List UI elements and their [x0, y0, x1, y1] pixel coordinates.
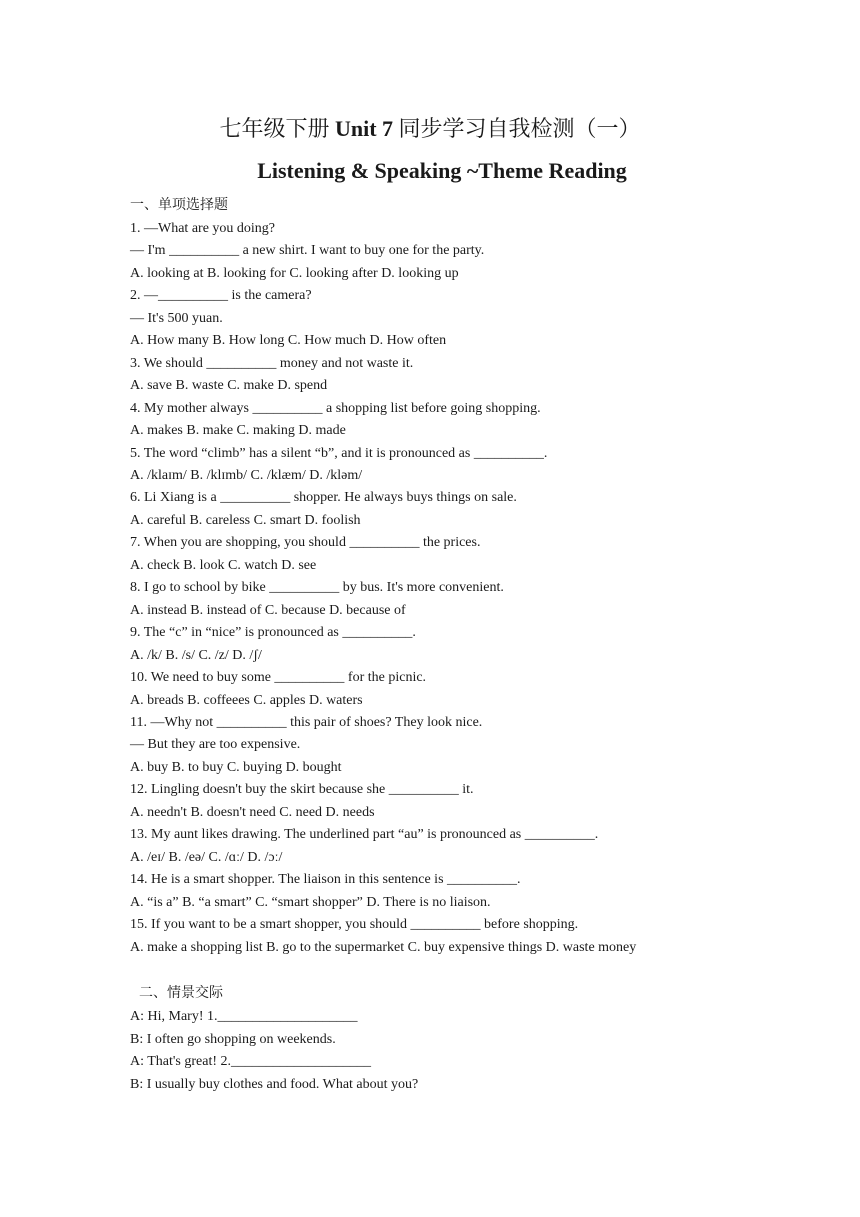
- dialogue: [130, 1006, 840, 1096]
- options-line: A. “is a” B. “a smart” C. “smart shopper” D. There is no liaison.: [130, 894, 491, 910]
- question-line: 9. The “c” in “nice” is pronounced as __________.: [130, 625, 416, 641]
- title-prefix: 七年级下册: [219, 116, 330, 141]
- question-line: 2. —__________ is the camera?: [130, 288, 312, 304]
- options-line: A. make a shopping list B. go to the supermarket C. buy expensive things D. waste money: [130, 939, 637, 955]
- section-heading-choice: 一、单项选择题: [130, 198, 228, 213]
- question-line: 10. We need to buy some __________ for the picnic.: [130, 670, 427, 686]
- options-line: A. makes B. make C. making D. made: [130, 423, 346, 439]
- page-subtitle: Listening & Speaking ~Theme Reading: [257, 158, 627, 183]
- title-unit: Unit 7: [334, 116, 394, 141]
- options-line: A. /klaɪm/ B. /klɪmb/ C. /klæm/ D. /kləm/: [130, 467, 363, 483]
- question-line: 5. The word “climb” has a silent “b”, and it is pronounced as __________.: [130, 445, 548, 461]
- options-line: A. /eɪ/ B. /eə/ C. /ɑː/ D. /ɔː/: [130, 849, 283, 865]
- question-line: 1. —What are you doing?: [130, 221, 276, 236]
- options-line: A. instead B. instead of C. because D. because of: [130, 602, 406, 618]
- question-line: — But they are too expensive.: [130, 737, 301, 753]
- question-line: 4. My mother always __________ a shopping list before going shopping.: [130, 400, 541, 416]
- question-line: — I'm __________ a new shirt. I want to buy one for the party.: [130, 243, 485, 259]
- section-heading-dialogue: 二、情景交际: [139, 986, 223, 1001]
- question-line: 13. My aunt likes drawing. The underlined part “au” is pronounced as __________.: [130, 827, 599, 843]
- options-line: A. careful B. careless C. smart D. foolish: [130, 512, 361, 528]
- question-line: 11. —Why not __________ this pair of shoes? They look nice.: [130, 714, 483, 730]
- question-line: 14. He is a smart shopper. The liaison in this sentence is __________.: [130, 872, 521, 888]
- dialogue-line: B: I often go shopping on weekends.: [130, 1031, 336, 1047]
- options-line: A. needn't B. doesn't need C. need D. needs: [130, 804, 375, 820]
- dialogue-line: A: Hi, Mary! 1.____________________: [130, 1009, 358, 1024]
- question-line: 15. If you want to be a smart shopper, you should __________ before shopping.: [130, 917, 579, 933]
- question-line: 8. I go to school by bike __________ by bus. It's more convenient.: [130, 580, 504, 596]
- options-line: A. breads B. coffeees C. apples D. waters: [130, 692, 363, 708]
- options-line: A. buy B. to buy C. buying D. bought: [130, 759, 342, 775]
- question-line: 6. Li Xiang is a __________ shopper. He always buys things on sale.: [130, 490, 517, 506]
- title-suffix: 同步学习自我检测（一）: [393, 116, 641, 141]
- question-line: — It's 500 yuan.: [130, 310, 223, 326]
- options-line: A. save B. waste C. make D. spend: [130, 378, 328, 394]
- page-title: [0, 114, 860, 144]
- question-line: 7. When you are shopping, you should __________ the prices.: [130, 535, 481, 551]
- dialogue-line: B: I usually buy clothes and food. What about you?: [130, 1076, 419, 1092]
- options-line: A. check B. look C. watch D. see: [130, 557, 317, 573]
- question-line: 12. Lingling doesn't buy the skirt because she __________ it.: [130, 782, 474, 798]
- question-line: 3. We should __________ money and not waste it.: [130, 355, 414, 371]
- dialogue-line: A: That's great! 2.____________________: [130, 1054, 372, 1069]
- options-line: A. looking at B. looking for C. looking after D. looking up: [130, 265, 459, 281]
- choice-questions: [130, 218, 840, 959]
- options-line: A. How many B. How long C. How much D. How often: [130, 333, 447, 349]
- options-line: A. /k/ B. /s/ C. /z/ D. /ʃ/: [130, 647, 262, 663]
